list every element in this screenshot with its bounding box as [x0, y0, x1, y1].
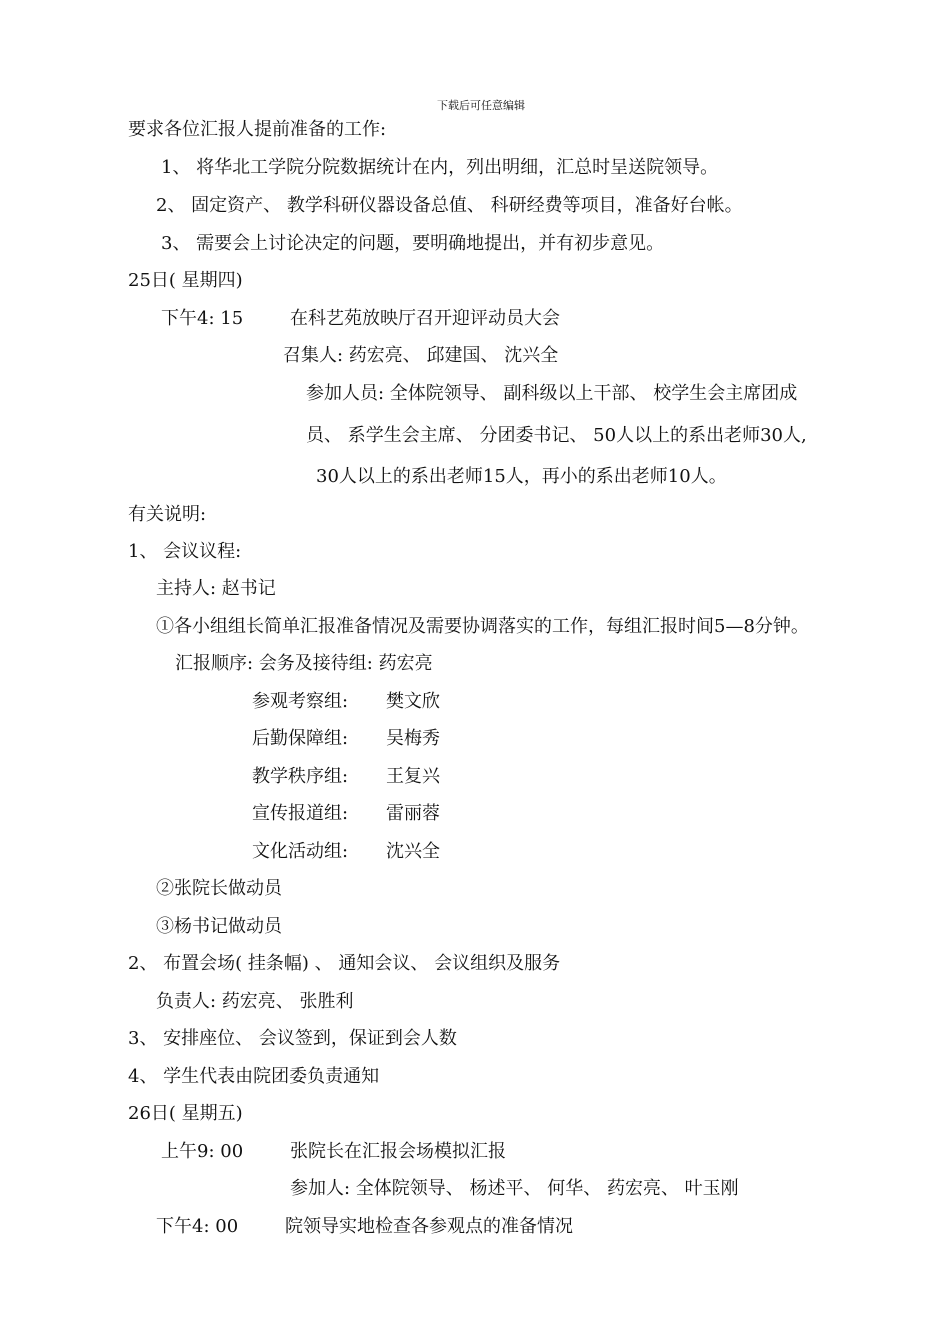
text-line: 2、 布置会场( 挂条幅) 、 通知会议、 会议组织及服务 [128, 953, 561, 974]
schedule-time: 下午4: 00 [156, 1216, 239, 1237]
schedule-event: 院领导实地检查各参观点的准备情况 [285, 1216, 573, 1237]
text-line: 30人以上的系出老师15人，再小的系出老师10人。 [316, 466, 727, 487]
text-line: 主持人: 赵书记 [156, 578, 276, 599]
text-line: 员、 系学生会主席、 分团委书记、 50人以上的系出老师30人, [306, 425, 807, 446]
text-line: ②张院长做动员 [156, 878, 282, 899]
group-name: 后勤保障组: [252, 728, 349, 749]
schedule-event: 在科艺苑放映厅召开迎评动员大会 [290, 308, 560, 329]
text-line: 参加人员: 全体院领导、 副科级以上干部、 校学生会主席团成 [306, 383, 798, 404]
text-line: 召集人: 药宏亮、 邱建国、 沈兴全 [283, 345, 559, 366]
text-line: 汇报顺序: 会务及接待组: 药宏亮 [175, 653, 433, 674]
text-line: 3、 需要会上讨论决定的问题，要明确地提出，并有初步意见。 [161, 233, 665, 254]
text-line: 3、 安排座位、 会议签到，保证到会人数 [128, 1028, 457, 1049]
group-name: 文化活动组: [252, 841, 349, 862]
text-line: 负责人: 药宏亮、 张胜利 [156, 991, 354, 1012]
page-header: 下载后可任意编辑 [437, 99, 525, 112]
text-line: ③杨书记做动员 [156, 916, 282, 937]
text-line: 1、 会议议程: [128, 541, 242, 562]
group-leader: 吴梅秀 [386, 728, 440, 749]
text-line: 2、 固定资产、 教学科研仪器设备总值、 科研经费等项目，准备好台帐。 [156, 195, 743, 216]
group-leader: 王复兴 [386, 766, 440, 787]
schedule-time: 上午9: 00 [161, 1141, 244, 1162]
section-heading: 有关说明: [128, 504, 207, 525]
group-name: 宣传报道组: [252, 803, 349, 824]
group-leader: 樊文欣 [386, 691, 440, 712]
date-heading: 26日( 星期五) [128, 1103, 243, 1124]
text-line: ①各小组组长简单汇报准备情况及需要协调落实的工作，每组汇报时间5—8分钟。 [156, 616, 809, 637]
text-line: 1、 将华北工学院分院数据统计在内，列出明细，汇总时呈送院领导。 [161, 157, 719, 178]
group-name: 教学秩序组: [252, 766, 349, 787]
date-heading: 25日( 星期四) [128, 270, 243, 291]
group-leader: 沈兴全 [386, 841, 440, 862]
text-line: 4、 学生代表由院团委负责通知 [128, 1066, 380, 1087]
text-line: 要求各位汇报人提前准备的工作: [128, 119, 387, 140]
schedule-event: 张院长在汇报会场模拟汇报 [290, 1141, 506, 1162]
text-line: 参加人: 全体院领导、 杨述平、 何华、 药宏亮、 叶玉刚 [290, 1178, 739, 1199]
schedule-time: 下午4: 15 [161, 308, 244, 329]
group-leader: 雷丽蓉 [386, 803, 440, 824]
group-name: 参观考察组: [252, 691, 349, 712]
